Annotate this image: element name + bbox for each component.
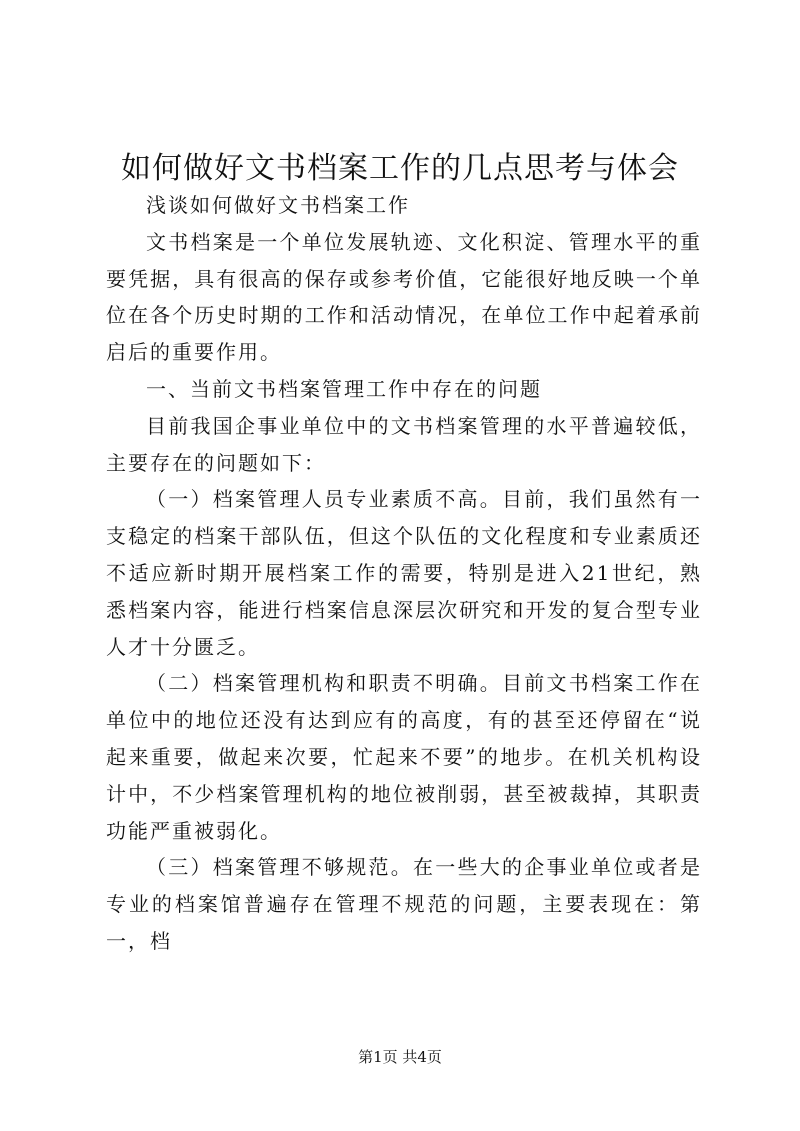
page-footer: 第1页 共4页 xyxy=(358,1048,442,1066)
paragraph-point-1: （一）档案管理人员专业素质不高。目前，我们虽然有一支稳定的档案干部队伍，但这个队伍的文化程度和专业素质还不适应新时期开展档案工作的需要，特别是进入21世纪，熟悉档案内容，能进行档案信息深层次研究和开发的复合型专业人才十分匮乏。 xyxy=(106,487,702,659)
document-body xyxy=(106,187,702,960)
paragraph-point-3: （三）档案管理不够规范。在一些大的企事业单位或者是专业的档案馆普遍存在管理不规范的问题，主要表现在：第一，档 xyxy=(106,855,702,953)
paragraph-point-2: （二）档案管理机构和职责不明确。目前文书档案工作在单位中的地位还没有达到应有的高度，有的甚至还停留在“说起来重要，做起来次要，忙起来不要”的地步。在机关机构设计中，不少档案管理机构的地位被削弱，甚至被裁掉，其职责功能严重被弱化。 xyxy=(106,671,702,843)
section-heading: 一、当前文书档案管理工作中存在的问题 xyxy=(146,376,542,401)
document-subtitle: 浅谈如何做好文书档案工作 xyxy=(146,193,410,217)
document-title: 如何做好文书档案工作的几点思考与体会 xyxy=(121,151,679,186)
paragraph-intro: 文书档案是一个单位发展轨迹、文化积淀、管理水平的重要凭据，具有很高的保存或参考价值，它能很好地反映一个单位在各个历史时期的工作和活动情况，在单位工作中起着承前启后的重要作用。 xyxy=(106,229,702,365)
paragraph-overview: 目前我国企事业单位中的文书档案管理的水平普遍较低，主要存在的问题如下： xyxy=(106,413,702,475)
